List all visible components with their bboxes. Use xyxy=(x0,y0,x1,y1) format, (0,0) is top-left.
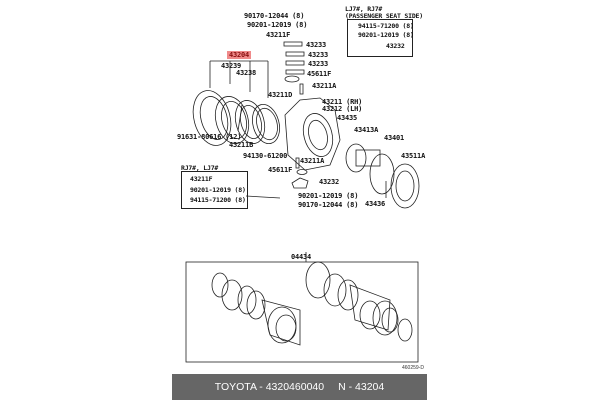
label-43413A: 43413A xyxy=(354,126,379,134)
figure-code: 460259-D xyxy=(402,365,424,371)
label-90201-12019: 90201-12019 (8) xyxy=(247,21,308,29)
inset-rj7-title: RJ7#, LJ7# xyxy=(181,164,219,172)
inset-passenger-title-1: LJ7#, RJ7# xyxy=(345,5,383,13)
label-43232-mid: 43232 xyxy=(319,178,340,186)
label-45611F: 45611F xyxy=(307,70,332,78)
inset-rj7-item: 90201-12019 (8) xyxy=(190,186,246,194)
label-43204-highlighted[interactable]: 43204 xyxy=(229,51,250,59)
inset-rj7-item: 43211F xyxy=(190,175,213,183)
part-footer-bar xyxy=(172,374,427,400)
inset-passenger-item: 94115-71200 (8) xyxy=(358,22,414,30)
label-90201-12019-mid: 90201-12019 (8) xyxy=(298,192,359,200)
footer-reference: N - 43204 xyxy=(338,381,385,393)
label-43238: 43238 xyxy=(236,69,257,77)
label-43211-rh: 43211 (RH) xyxy=(322,98,363,106)
label-43436: 43436 xyxy=(365,200,386,208)
label-43233-b: 43233 xyxy=(308,51,329,59)
label-04434-kit: 04434 xyxy=(291,253,312,261)
label-43211F: 43211F xyxy=(266,31,291,39)
label-43211B: 43211B xyxy=(229,141,254,149)
label-43212-lh: 43212 (LH) xyxy=(322,105,363,113)
label-43233-c: 43233 xyxy=(308,60,329,68)
footer-part-number: TOYOTA - 4320460040 xyxy=(214,381,325,393)
label-43211A-mid: 43211A xyxy=(300,157,325,165)
label-90170-12044-mid: 90170-12044 (8) xyxy=(298,201,359,209)
label-43233-a: 43233 xyxy=(306,41,327,49)
label-43401: 43401 xyxy=(384,134,405,142)
label-43435: 43435 xyxy=(337,114,358,122)
inset-passenger-title-2: (PASSENGER SEAT SIDE) xyxy=(345,12,423,20)
label-45611F-mid: 45611F xyxy=(268,166,293,174)
label-90170-12044: 90170-12044 (8) xyxy=(244,12,305,20)
label-43239: 43239 xyxy=(221,62,242,70)
inset-passenger-item: 43232 xyxy=(386,42,405,50)
label-43511A: 43511A xyxy=(401,152,426,160)
label-43211A-top: 43211A xyxy=(312,82,337,90)
inset-rj7-item: 94115-71200 (8) xyxy=(190,196,246,204)
label-94130-61200: 94130-61200 xyxy=(243,152,288,160)
inset-passenger-item: 90201-12019 (8) xyxy=(358,31,414,39)
label-91631-80616: 91631-80616 (12) xyxy=(177,133,242,141)
label-43211D: 43211D xyxy=(268,91,293,99)
